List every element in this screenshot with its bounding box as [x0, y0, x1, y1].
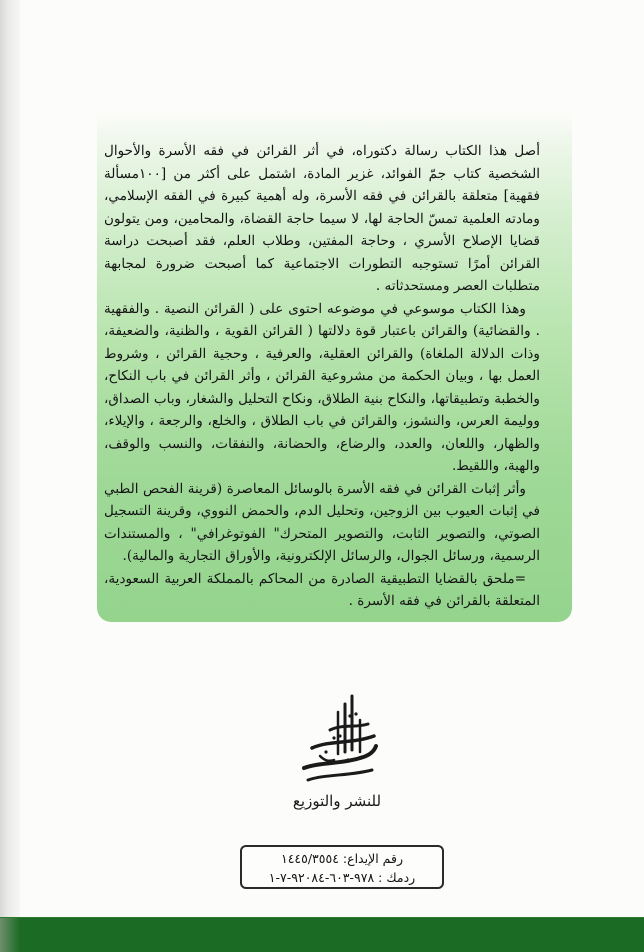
publisher-calligraphy-icon — [290, 690, 390, 790]
publisher-logo — [290, 690, 390, 820]
blurb-paragraph-2: وهذا الكتاب موسوعي في موضوعه احتوى على ( القرائن النصية . والفقهية . والقضائية) والقرائن باعتبار قوة دلالتها ( القرائن القوية ، والظنية، والضعيفة، وذات الدلالة الملغاة) والقرائن العقلية، والعرفية ، وحجية القرائن ، وشروط العمل بها ، وبيان الحكمة من مشروعية القرائن ، وأثر القرائن في باب النكاح، والخطبة وتطبيقاتها، والنكاح بنية الطلاق، ونكاح التحليل والشغار، وباب الصداق، ووليمة العرس، والنشوز، والقرائن في باب الطلاق ، والخلع، والرجعة ، والإيلاء، والظهار، واللعان، والعدد، والرضاع، والحضانة، والنفقات، والنسب والوقف، والهبة، واللقيط. — [104, 300, 540, 474]
isbn-value: ٩٧٨-٦٠٣-٩٢٠٨٤-٧-١ — [268, 870, 375, 885]
bottom-green-band — [0, 917, 644, 952]
blurb-text — [104, 140, 540, 613]
band-spine-shade — [0, 918, 20, 952]
legal-deposit-box — [240, 845, 444, 889]
spine-shadow — [0, 0, 20, 952]
deposit-number-line — [242, 849, 442, 868]
blurb-paragraph-1: أصل هذا الكتاب رسالة دكتوراه، في أثر القرائن في فقه الأسرة والأحوال الشخصية كتاب جمّ الفوائد، غزير المادة، اشتمل على أكثر من [١٠٠مسألة فقهية] متعلقة بالقرائن في فقه الأسرة، وله أهمية كبيرة في الفقه الإسلامي، ومادته العلمية تمسّ الحاجة لها، لا سيما حاجة القضاة، والمحامين، ومن يتولون قضايا الإصلاح الأسري ، وحاجة المفتين، وطلاب العلم، فقد أصبحت دراسة القرائن أمرًا تستوجبه التطورات الاجتماعية كما أصبحت ضرورة لمجابهة متطلبات العصر ومستحدثاته . — [104, 143, 540, 294]
deposit-number-label: رقم الإيداع: — [342, 851, 403, 866]
deposit-number-value: ١٤٤٥/٣٥٥٤ — [280, 851, 339, 866]
isbn-label: ردمك : — [378, 870, 416, 885]
publisher-caption: للنشر والتوزيع — [292, 792, 382, 810]
blurb-paragraph-3: وأثر إثبات القرائن في فقه الأسرة بالوسائل المعاصرة (قرينة الفحص الطبي في إثبات العيوب بين الزوجين، وتحليل الدم، والحمض النووي، وقرينة التسجيل الصوتي، والتصوير الثابت، والتصوير المتحرك" الفوتوغرافي" ، والمستندات الرسمية، ورسائل الجوال، والرسائل الإلكترونية، والأوراق التجارية والمالية). — [104, 480, 540, 564]
blurb-paragraph-4: =ملحق بالقضايا التطبيقية الصادرة من المحاكم بالمملكة العربية السعودية، المتعلقة بالقرائن في فقه الأسرة . — [104, 570, 540, 609]
isbn-line — [242, 868, 442, 887]
